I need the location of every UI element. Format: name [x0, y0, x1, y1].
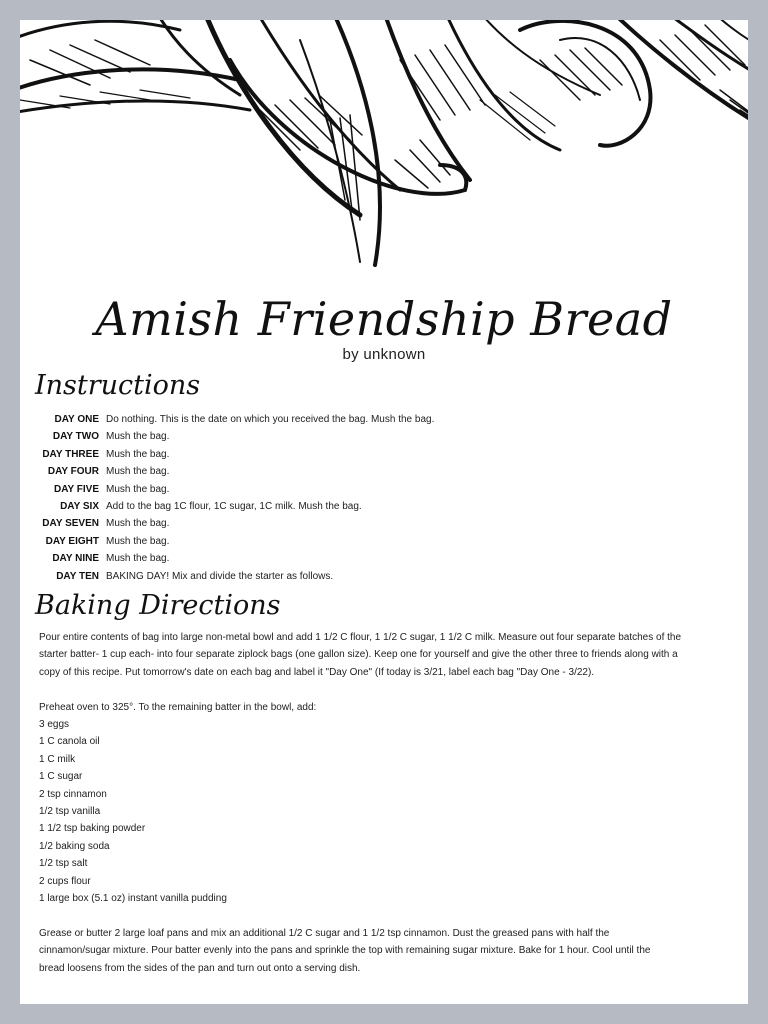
- day-label: DAY THREE: [42, 448, 99, 460]
- day-row: [20, 411, 748, 428]
- day-label: DAY NINE: [52, 553, 99, 565]
- ingredient-item: 2 cups flour: [39, 875, 91, 887]
- day-row: [20, 428, 748, 445]
- ingredient-item: 1/2 tsp vanilla: [39, 805, 101, 817]
- directions-line: copy of this recipe. Put tomorrow's date on each bag and label it "Day One" (If today is 3/21, label each bag "Day One - 3/22).: [39, 666, 595, 678]
- ingredient-item: 2 tsp cinnamon: [39, 788, 107, 800]
- leaf-illustration: [20, 20, 748, 280]
- day-row: [20, 515, 748, 532]
- day-row: [20, 533, 748, 550]
- day-row: [20, 498, 748, 515]
- day-label: DAY SIX: [60, 500, 99, 512]
- day-row: [20, 568, 748, 585]
- directions-line: starter batter- 1 cup each- into four separate ziplock bags (one gallon size). Keep one for yourself and give the other three to friends along with a: [39, 649, 678, 661]
- day-text: Do nothing. This is the date on which you received the bag. Mush the bag.: [106, 414, 435, 425]
- baking-directions-body: [39, 629, 719, 977]
- ingredient-item: 1/2 baking soda: [39, 840, 110, 852]
- directions-line: cinnamon/sugar mixture. Pour batter evenly into the pans and sprinkle the top with remaining sugar mixture. Bake for 1 hour. Cool until the: [39, 945, 651, 957]
- day-text: Mush the bag.: [106, 466, 170, 478]
- day-text: BAKING DAY! Mix and divide the starter as follows.: [106, 570, 334, 582]
- preheat-line: Preheat oven to 325°. To the remaining batter in the bowl, add:: [39, 701, 317, 713]
- author-byline: by unknown: [342, 346, 426, 363]
- day-text: Add to the bag 1C flour, 1C sugar, 1C milk. Mush the bag.: [106, 500, 362, 512]
- ingredient-item: 1 1/2 tsp baking powder: [39, 823, 146, 835]
- day-text: Mush the bag.: [106, 553, 170, 565]
- day-label: DAY SEVEN: [42, 518, 99, 530]
- directions-line: bread loosens from the sides of the pan and turn out onto a serving dish.: [39, 962, 361, 974]
- day-row: [20, 463, 748, 480]
- day-row: [20, 446, 748, 463]
- day-label: DAY TWO: [52, 431, 99, 443]
- day-label: DAY EIGHT: [45, 535, 99, 547]
- day-list: [20, 411, 748, 585]
- ingredient-item: 1 C sugar: [39, 771, 83, 783]
- ingredient-list: [39, 716, 719, 907]
- day-label: DAY TEN: [56, 570, 99, 582]
- day-text: Mush the bag.: [106, 535, 170, 547]
- day-label: DAY ONE: [54, 414, 99, 425]
- recipe-page: [20, 20, 748, 1004]
- ingredient-item: 3 eggs: [39, 719, 70, 731]
- day-row: [20, 550, 748, 567]
- ingredient-item: 1 large box (5.1 oz) instant vanilla pudding: [39, 892, 227, 904]
- baking-directions-heading: Baking Directions: [35, 590, 281, 621]
- day-row: [20, 481, 748, 498]
- directions-line: Pour entire contents of bag into large non-metal bowl and add 1 1/2 C flour, 1 1/2 C sugar, 1 1/2 C milk. Measure out four separate batches of the: [39, 632, 682, 643]
- day-label: DAY FOUR: [47, 466, 99, 478]
- day-text: Mush the bag.: [106, 431, 170, 443]
- day-text: Mush the bag.: [106, 448, 170, 460]
- instructions-heading: Instructions: [35, 370, 201, 401]
- day-label: DAY FIVE: [53, 483, 99, 495]
- page-title: Amish Friendship Bread: [95, 292, 673, 346]
- directions-line: Grease or butter 2 large loaf pans and mix an additional 1/2 C sugar and 1 1/2 tsp cinnamon. Dust the greased pans with half the: [39, 927, 610, 939]
- ingredient-item: 1 C milk: [39, 753, 76, 765]
- paragraph-spacer: [39, 907, 719, 924]
- ingredient-item: 1 C canola oil: [39, 736, 100, 748]
- ingredient-item: 1/2 tsp salt: [39, 858, 88, 870]
- paragraph-spacer: [39, 681, 719, 698]
- day-text: Mush the bag.: [106, 483, 170, 495]
- day-text: Mush the bag.: [106, 518, 170, 530]
